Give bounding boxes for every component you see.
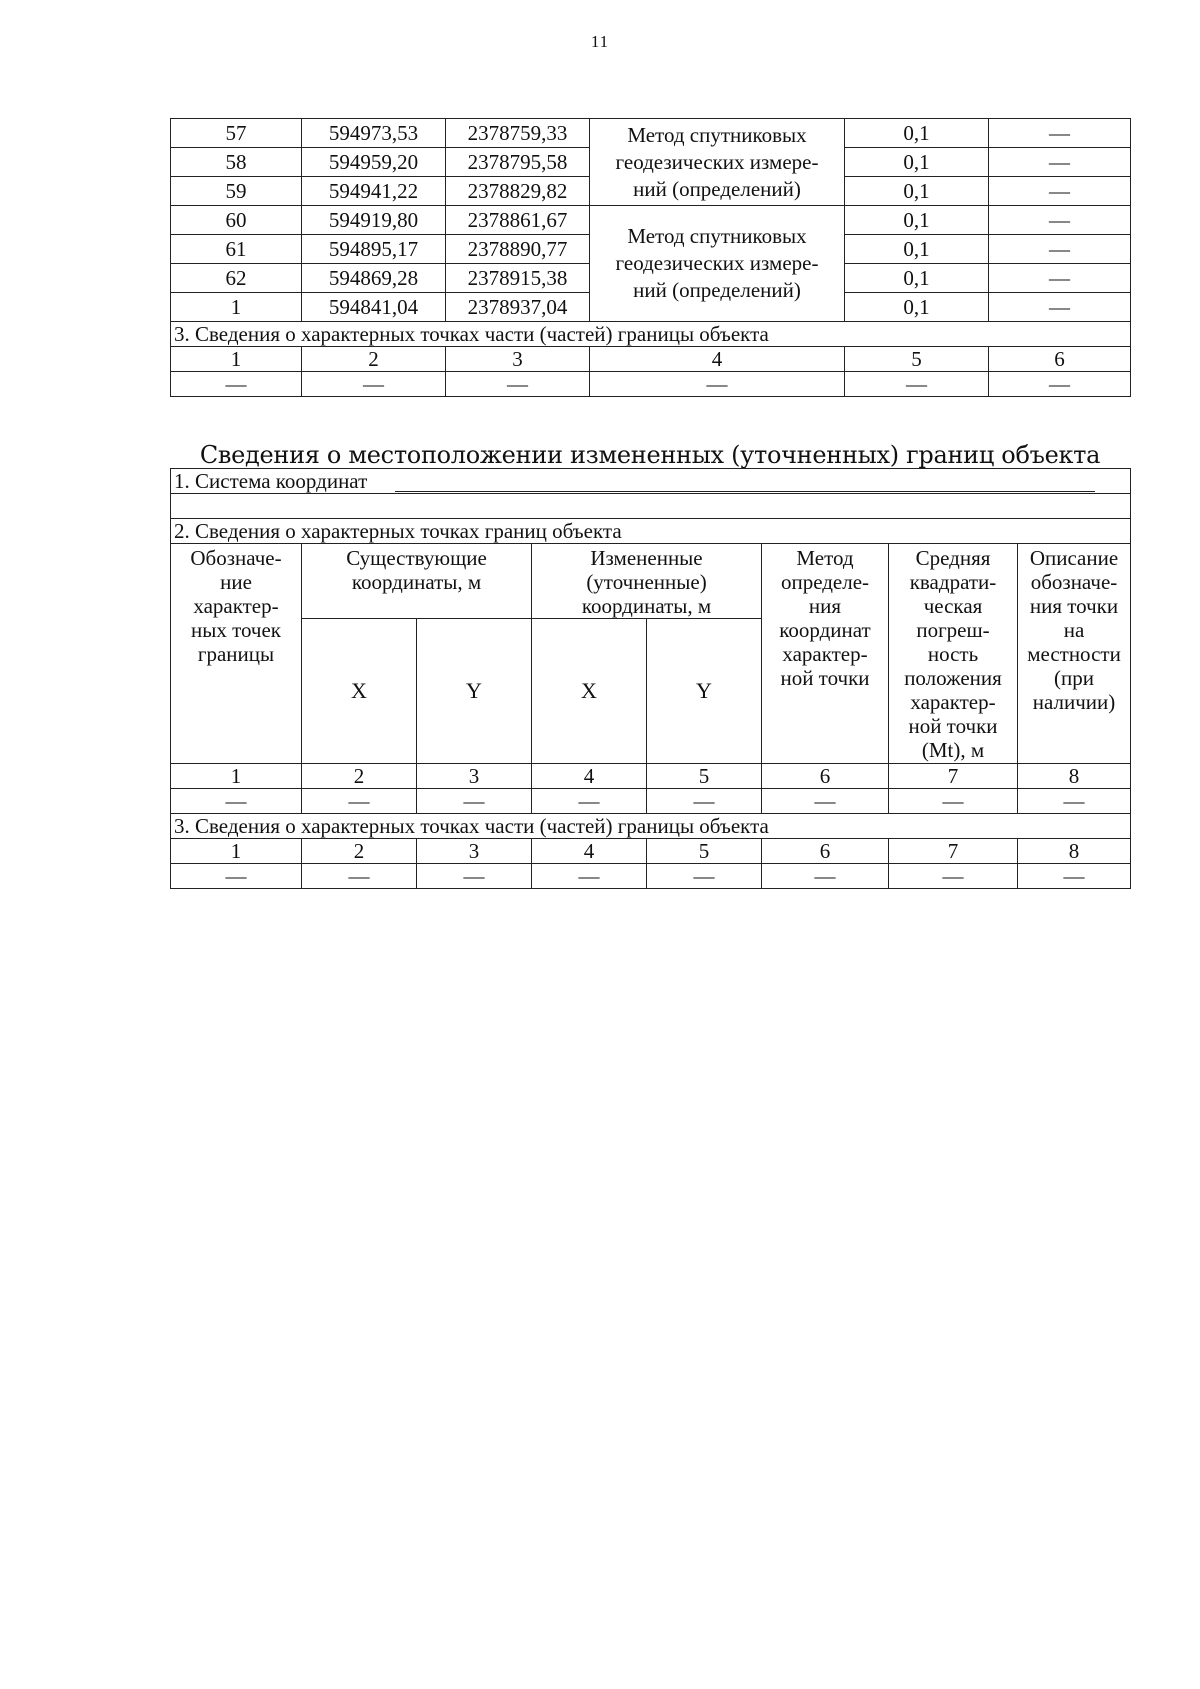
header-existing-x: X	[302, 619, 417, 764]
y-coordinate-cell: 2378937,04	[446, 293, 590, 322]
page-number: 11	[590, 32, 610, 51]
header-line: ние	[220, 570, 252, 594]
header-row	[171, 544, 1131, 619]
boundary-points-table-continued	[170, 118, 1131, 397]
dash-cell: —	[171, 864, 302, 889]
empty-data-row	[171, 789, 1131, 814]
point-id-cell: 59	[171, 177, 302, 206]
column-number: 5	[845, 347, 989, 372]
section-row	[171, 519, 1131, 544]
header-line: характер-	[782, 642, 868, 666]
point-id-cell: 61	[171, 235, 302, 264]
header-line: на	[1063, 618, 1085, 642]
header-changed-x: X	[532, 619, 647, 764]
table-row	[171, 206, 1131, 235]
column-number: 5	[647, 764, 762, 789]
accuracy-cell: 0,1	[845, 148, 989, 177]
x-coordinate-cell: 594973,53	[302, 119, 446, 148]
dash-cell: —	[417, 864, 532, 889]
header-line: Описание	[1029, 546, 1119, 570]
column-number: 3	[417, 839, 532, 864]
section1-title: 1. Система координат	[174, 469, 368, 493]
header-line: характер-	[193, 594, 279, 618]
header-line: Средняя	[915, 546, 991, 570]
method-line: ний (определений)	[633, 176, 801, 201]
column-number: 7	[889, 764, 1018, 789]
header-line: координат	[779, 618, 871, 642]
dash-cell: —	[171, 372, 302, 397]
dash-cell: —	[889, 789, 1018, 814]
header-line: координаты, м	[351, 570, 482, 594]
dash-cell: —	[302, 864, 417, 889]
dash-cell: —	[532, 789, 647, 814]
column-number: 2	[302, 764, 417, 789]
point-id-cell: 57	[171, 119, 302, 148]
header-line: местности	[1027, 642, 1121, 666]
dash-cell: —	[647, 864, 762, 889]
header-line: определе-	[780, 570, 870, 594]
header-line: ной точки	[908, 714, 998, 738]
x-coordinate-cell: 594919,80	[302, 206, 446, 235]
column-number: 4	[590, 347, 845, 372]
header-changed-y: Y	[647, 619, 762, 764]
method-cell	[590, 206, 845, 322]
column-number: 1	[171, 347, 302, 372]
blank-row	[171, 494, 1131, 519]
y-coordinate-cell: 2378759,33	[446, 119, 590, 148]
section-row	[171, 322, 1131, 347]
x-coordinate-cell: 594869,28	[302, 264, 446, 293]
header-line: положения	[904, 666, 1002, 690]
column-number: 4	[532, 764, 647, 789]
dash-cell: —	[171, 789, 302, 814]
method-line: ний (определений)	[633, 278, 801, 302]
header-line: Измененные	[590, 546, 703, 570]
column-number: 2	[302, 347, 446, 372]
header-line: границы	[197, 642, 275, 666]
y-coordinate-cell: 2378795,58	[446, 148, 590, 177]
header-line: (Mt), м	[921, 738, 985, 762]
section3-title: 3. Сведения о характерных точках части (частей) границы объекта	[171, 322, 1131, 347]
header-line: ных точек	[190, 618, 282, 642]
column-number: 6	[989, 347, 1131, 372]
changed-boundaries-table	[170, 468, 1131, 889]
column-number-row	[171, 347, 1131, 372]
header-method	[762, 544, 889, 764]
accuracy-cell: 0,1	[845, 264, 989, 293]
dash-cell: —	[302, 789, 417, 814]
dash-cell: —	[1018, 789, 1131, 814]
point-id-cell: 62	[171, 264, 302, 293]
point-id-cell: 58	[171, 148, 302, 177]
column-number-row	[171, 839, 1131, 864]
dash-cell: —	[989, 372, 1131, 397]
header-line: погреш-	[916, 618, 990, 642]
header-line: Обозначе-	[190, 546, 282, 570]
accuracy-cell: 0,1	[845, 177, 989, 206]
column-number-row	[171, 764, 1131, 789]
coordinate-system-blank-line	[395, 473, 1095, 492]
column-number: 8	[1018, 839, 1131, 864]
empty-data-row	[171, 864, 1131, 889]
column-number: 3	[417, 764, 532, 789]
header-line: обозначе-	[1030, 570, 1118, 594]
y-coordinate-cell: 2378829,82	[446, 177, 590, 206]
empty-data-row	[171, 372, 1131, 397]
header-line: Метод	[796, 546, 854, 570]
coordinate-system-row	[171, 469, 1131, 494]
x-coordinate-cell: 594959,20	[302, 148, 446, 177]
column-number: 5	[647, 839, 762, 864]
coordinate-system-cell	[171, 469, 1131, 494]
dash-cell: —	[647, 789, 762, 814]
table-row	[171, 119, 1131, 148]
header-existing-y: Y	[417, 619, 532, 764]
header-line: координаты, м	[581, 594, 712, 618]
dash-cell: —	[762, 789, 889, 814]
description-cell: —	[989, 148, 1131, 177]
description-cell: —	[989, 119, 1131, 148]
section-heading: Сведения о местоположении измененных (уточненных) границ объекта	[199, 441, 1101, 469]
column-number: 6	[762, 764, 889, 789]
header-changed-coordinates	[532, 544, 762, 619]
header-description	[1018, 544, 1131, 764]
column-number: 6	[762, 839, 889, 864]
accuracy-cell: 0,1	[845, 293, 989, 322]
dash-cell: —	[590, 372, 845, 397]
y-coordinate-cell: 2378890,77	[446, 235, 590, 264]
header-line: ной точки	[780, 666, 870, 690]
header-line: ность	[927, 642, 979, 666]
description-cell: —	[989, 235, 1131, 264]
dash-cell: —	[417, 789, 532, 814]
dash-cell: —	[446, 372, 590, 397]
header-line: ния точки	[1029, 594, 1119, 618]
header-line: характер-	[910, 690, 996, 714]
accuracy-cell: 0,1	[845, 235, 989, 264]
header-existing-coordinates	[302, 544, 532, 619]
x-coordinate-cell: 594941,22	[302, 177, 446, 206]
dash-cell: —	[845, 372, 989, 397]
description-cell: —	[989, 264, 1131, 293]
accuracy-cell: 0,1	[845, 119, 989, 148]
description-cell: —	[989, 206, 1131, 235]
header-line: наличии)	[1032, 690, 1116, 714]
column-number: 4	[532, 839, 647, 864]
blank-cell	[171, 494, 1131, 519]
method-line: геодезических измере-	[615, 251, 819, 275]
x-coordinate-cell: 594841,04	[302, 293, 446, 322]
point-id-cell: 60	[171, 206, 302, 235]
column-number: 2	[302, 839, 417, 864]
description-cell: —	[989, 293, 1131, 322]
dash-cell: —	[532, 864, 647, 889]
x-coordinate-cell: 594895,17	[302, 235, 446, 264]
header-line: Существующие	[346, 546, 487, 570]
point-id-cell: 1	[171, 293, 302, 322]
accuracy-cell: 0,1	[845, 206, 989, 235]
header-line: (уточненные)	[586, 570, 707, 594]
header-line: квадрати-	[909, 570, 997, 594]
dash-cell: —	[302, 372, 446, 397]
column-number: 1	[171, 839, 302, 864]
dash-cell: —	[889, 864, 1018, 889]
y-coordinate-cell: 2378861,67	[446, 206, 590, 235]
header-line: (при	[1054, 666, 1094, 690]
header-line: ния	[808, 594, 842, 618]
header-designation	[171, 544, 302, 764]
dash-cell: —	[1018, 864, 1131, 889]
description-cell: —	[989, 177, 1131, 206]
method-line: геодезических измере-	[615, 149, 819, 174]
section2-title: 2. Сведения о характерных точках границ объекта	[171, 519, 1131, 544]
column-number: 1	[171, 764, 302, 789]
section3-title: 3. Сведения о характерных точках части (частей) границы объекта	[171, 814, 1131, 839]
column-number: 8	[1018, 764, 1131, 789]
method-line: Метод спутниковых	[627, 224, 807, 248]
header-line: ческая	[923, 594, 983, 618]
column-number: 7	[889, 839, 1018, 864]
y-coordinate-cell: 2378915,38	[446, 264, 590, 293]
method-line: Метод спутниковых	[627, 122, 807, 147]
section-row	[171, 814, 1131, 839]
dash-cell: —	[762, 864, 889, 889]
method-cell	[590, 119, 845, 206]
header-accuracy	[889, 544, 1018, 764]
column-number: 3	[446, 347, 590, 372]
